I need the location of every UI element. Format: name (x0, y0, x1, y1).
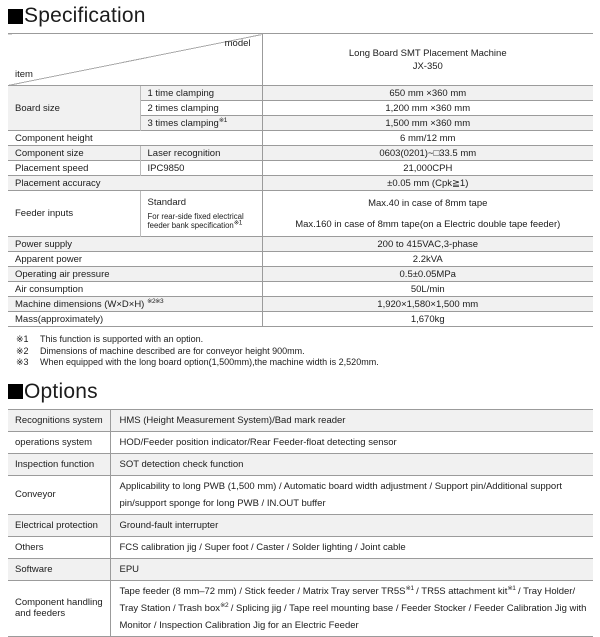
spec-value-cell: 0.5±0.05MPa (262, 267, 593, 282)
spec-sub-cell: IPC9850 (140, 161, 262, 176)
footnote-ref: ※1 (405, 584, 414, 592)
specification-section-title (8, 4, 600, 28)
spec-value-cell: 2.2kVA (262, 252, 593, 267)
spec-row-apparent-power (8, 252, 593, 267)
spec-value-cell: ±0.05 mm (Cpk≧1) (262, 176, 593, 191)
spec-sub-cell (140, 191, 262, 237)
option-label-cell: Software (8, 558, 110, 580)
spec-item-cell: Board size (8, 86, 140, 131)
options-title-text: Options (24, 379, 98, 403)
section-bullet-square-icon (8, 9, 23, 24)
option-value-cell: FCS calibration jig / Super foot / Caster / Solder lighting / Joint cable (110, 536, 593, 558)
feeder-value-line2: Max.160 in case of 8mm tape(on a Electric double tape feeder) (295, 219, 561, 230)
option-label-cell: Component handling and feeders (8, 580, 110, 636)
spec-product-cell (262, 34, 593, 86)
feeder-value-line1: Max.40 in case of 8mm tape (368, 198, 488, 209)
spec-value-cell: 1,500 mm ×360 mm (262, 116, 593, 131)
spec-item-cell: Machine dimensions (W×D×H) $^{※2※3}$ (8, 297, 262, 312)
spec-row-component-height (8, 131, 593, 146)
footnote-ref: ※1 (233, 219, 242, 227)
spec-sheet-page (0, 4, 600, 637)
spec-item-cell: Power supply (8, 237, 262, 252)
footnote-ref: ※2 (220, 601, 229, 609)
options-row-others (8, 536, 593, 558)
spec-value-cell: 650 mm ×360 mm (262, 86, 593, 101)
feeder-standard-label: Standard (147, 197, 187, 208)
spec-value-cell: 200 to 415VAC,3-phase (262, 237, 593, 252)
footnote-3 (16, 357, 600, 369)
corner-item-label: item (15, 69, 33, 80)
spec-item-cell: Feeder inputs (8, 191, 140, 237)
spec-item-cell: Placement speed (8, 161, 140, 176)
footnote-ref: ※2※3 (147, 297, 164, 305)
spec-item-cell: Mass(approximately) (8, 312, 262, 327)
spec-value-cell: 1,200 mm ×360 mm (262, 101, 593, 116)
spec-value-cell: 50L/min (262, 282, 593, 297)
spec-footnotes (16, 334, 600, 369)
spec-sub-cell: Laser recognition (140, 146, 262, 161)
option-label-cell: operations system (8, 431, 110, 453)
spec-sub-cell: 3 times clamping$^{※1}$ (140, 116, 262, 131)
spec-header-row (8, 34, 593, 86)
option-value-cell: Ground-fault interrupter (110, 514, 593, 536)
footnote-2-text: Dimensions of machine described are for conveyor height 900mm. (40, 345, 305, 356)
options-row-conveyor (8, 475, 593, 514)
options-row-inspection (8, 453, 593, 475)
spec-corner-cell (8, 34, 262, 86)
option-value-cell: HOD/Feeder position indicator/Rear Feeder-float detecting sensor (110, 431, 593, 453)
footnote-2 (16, 346, 600, 358)
spec-item-cell: Component height (8, 131, 262, 146)
footnote-2-mark: ※2 (16, 345, 29, 356)
option-value-cell: EPU (110, 558, 593, 580)
option-value-cell: Applicability to long PWB (1,500 mm) / Automatic board width adjustment / Support pin/Additional support pin/support sponge for long PWB / IN.OUT buffer (110, 475, 593, 514)
option-label-cell: Inspection function (8, 453, 110, 475)
footnote-1-text: This function is supported with an option. (40, 334, 204, 344)
spec-row-air-consumption (8, 282, 593, 297)
options-row-operations (8, 431, 593, 453)
spec-sub-cell: 1 time clamping (140, 86, 262, 101)
option-value-cell: HMS (Height Measurement System)/Bad mark reader (110, 409, 593, 431)
option-value-cell: Tape feeder (8 mm–72 mm) / Stick feeder / Matrix Tray server $TR5S^{※1} / TR5S$ attachment kit$^{※1}$ / Tray Holder/ Tray Station / Trash box$^{※2}$ / Splicing jig / Tape reel mounting base / Feeder Stocker / Feeder Calibration Jig with Monitor / Inspection Calibration Jig for an Electric Feeder (110, 580, 593, 636)
spec-sub-cell: 2 times clamping (140, 101, 262, 116)
footnote-1-mark: ※1 (16, 334, 29, 344)
option-label-cell: Recognitions system (8, 409, 110, 431)
spec-item-cell: Placement accuracy (8, 176, 262, 191)
footnote-3-text: When equipped with the long board option(1,500mm),the machine width is 2,520mm. (40, 357, 379, 367)
spec-value-cell: 21,000CPH (262, 161, 593, 176)
section-bullet-square-icon (8, 384, 23, 399)
options-row-software (8, 558, 593, 580)
spec-value-cell: 6 mm/12 mm (262, 131, 593, 146)
spec-item-cell: Component size (8, 146, 140, 161)
footnote-1 (16, 334, 600, 346)
specification-table (8, 33, 593, 327)
spec-row-board-size-1 (8, 86, 593, 101)
option-label-cell: Others (8, 536, 110, 558)
spec-row-machine-dimensions (8, 297, 593, 312)
specification-title-text: Specification (24, 4, 146, 27)
options-row-electrical-protection (8, 514, 593, 536)
options-section-title (8, 380, 600, 404)
spec-value-cell: 0603(0201)~□33.5 mm (262, 146, 593, 161)
spec-value-cell: 1,670kg (262, 312, 593, 327)
spec-row-power-supply (8, 237, 593, 252)
product-name: Long Board SMT Placement Machine (348, 47, 507, 59)
options-row-component-handling (8, 580, 593, 636)
options-row-recognitions (8, 409, 593, 431)
spec-item-cell: Operating air pressure (8, 267, 262, 282)
spec-value-cell (262, 191, 593, 237)
spec-row-mass (8, 312, 593, 327)
option-label-cell: Conveyor (8, 475, 110, 514)
spec-row-placement-speed (8, 161, 593, 176)
footnote-ref: ※1 (507, 584, 516, 592)
feeder-note: For rear-side fixed electrical feeder bank specification$^{※1}$ (147, 212, 244, 230)
options-table (8, 409, 593, 637)
spec-row-feeder-inputs (8, 191, 593, 237)
spec-item-cell: Air consumption (8, 282, 262, 297)
spec-row-air-pressure (8, 267, 593, 282)
spec-row-placement-accuracy (8, 176, 593, 191)
product-model: JX-350 (412, 60, 443, 72)
spec-item-cell: Apparent power (8, 252, 262, 267)
spec-value-cell: 1,920×1,580×1,500 mm (262, 297, 593, 312)
option-label-cell: Electrical protection (8, 514, 110, 536)
option-value-cell: SOT detection check function (110, 453, 593, 475)
spec-row-component-size (8, 146, 593, 161)
corner-model-label: model (224, 38, 251, 49)
footnote-ref: ※1 (218, 116, 227, 124)
footnote-3-mark: ※3 (16, 357, 29, 367)
